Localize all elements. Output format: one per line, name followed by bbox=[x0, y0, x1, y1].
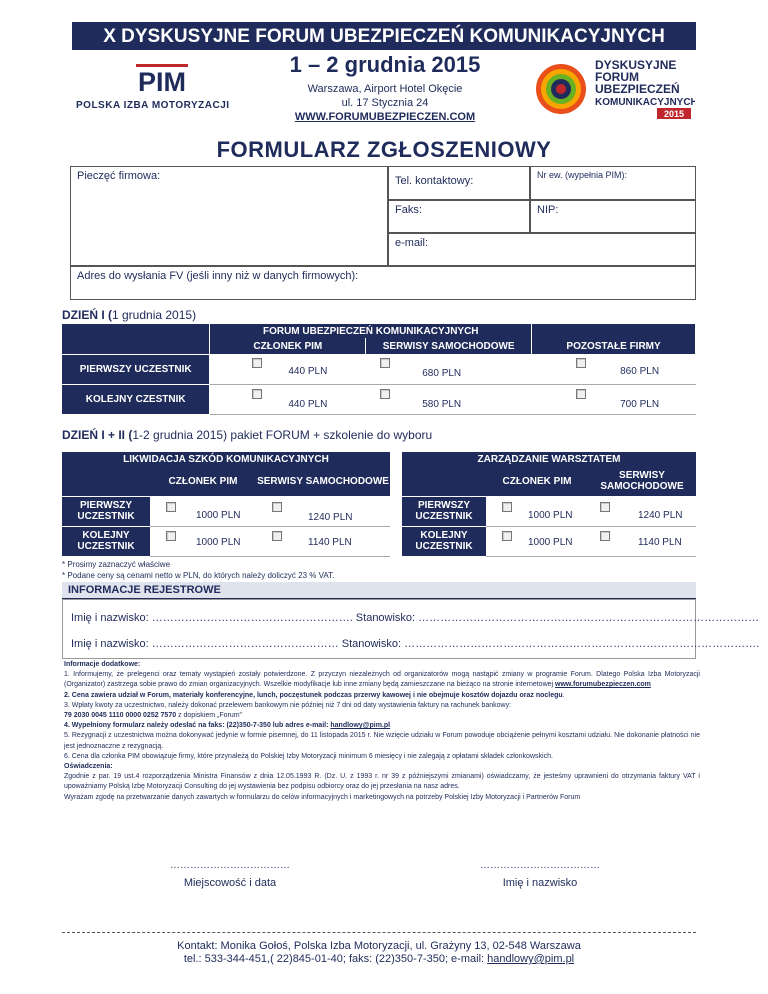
venue-link[interactable]: WWW.FORUMUBEZPIECZEN.COM bbox=[294, 111, 476, 123]
sig-place-date[interactable] bbox=[160, 860, 300, 889]
day2-left-row2-label: KOLEJNY UCZESTNIK bbox=[62, 526, 150, 556]
day1-row2-col1-checkbox[interactable] bbox=[252, 389, 262, 399]
forum-logo bbox=[535, 56, 695, 122]
info-p4-email[interactable]: handlowy@pim.pl bbox=[330, 722, 391, 730]
nr-ew-label: Nr ew. (wypełnia PIM): bbox=[537, 170, 628, 180]
day2-title-rest: 1-2 grudnia 2015) pakiet FORUM + szkolenie do wyboru bbox=[132, 428, 433, 442]
phone-label: Tel. kontaktowy: bbox=[395, 175, 474, 187]
day2-right-row2-col1-price: 1000 PLN bbox=[528, 536, 573, 548]
day1-row1-col3-price: 860 PLN bbox=[620, 366, 660, 377]
day2-left-table bbox=[62, 452, 390, 557]
day2-left-col1: CZŁONEK PIM bbox=[150, 466, 256, 496]
stamp-label: Pieczęć firmowa: bbox=[77, 170, 161, 182]
form-title: FORMULARZ ZGŁOSZENIOWY bbox=[216, 137, 552, 162]
registration-header bbox=[62, 582, 696, 599]
info-p6: 6. Cena dla członka PIM obowiązuje firmy, które przynależą do Polskiej Izby Motoryzacji minimum 6 miesięcy i nie zalegają z opłatami składek członkowskich. bbox=[64, 752, 553, 760]
day1-row2-label: KOLEJNY CZESTNIK bbox=[62, 384, 210, 414]
fax-label: Faks: bbox=[395, 204, 422, 216]
day2-right-row1-col1-checkbox[interactable] bbox=[502, 502, 512, 512]
registration-line2[interactable]: Imię i nazwisko: …………………………………………… Stanowisko: ……………………………………………………………………………………. bbox=[71, 638, 760, 650]
day1-group-header: FORUM UBEZPIECZEŃ KOMUNIKACYJNYCH bbox=[210, 324, 532, 338]
day2-right-col1: CZŁONEK PIM bbox=[486, 466, 588, 496]
phone-field[interactable] bbox=[388, 166, 530, 200]
day2-right-row2-col2-price: 1140 PLN bbox=[638, 536, 682, 548]
info-p5: 5. Rezygnacji z uczestnictwa można dokonywać jedynie w formie pisemnej, do 11 listopada 2015 r. Nie wzięcie udziału w Forum powoduje obciążenie pełnymi kosztami udziału. Nie dokonanie płatności nie jest jednoznaczne z rezygnacją. bbox=[64, 732, 700, 750]
info-declaration2: Wyrażam zgodę na przetwarzanie danych zawartych w formularzu do celów informacyjnych i marketingowych na potrzeby Polskiej Izby Motoryzacji i Partnerów Forum bbox=[64, 793, 581, 801]
day2-left-row1-col1-price: 1000 PLN bbox=[196, 510, 241, 521]
info-p1-link[interactable]: www.forumubezpieczen.com bbox=[555, 681, 651, 689]
venue-line1: Warszawa, Airport Hotel Okęcie bbox=[307, 83, 463, 95]
address-label: Adres do wysłania FV (jeśli inny niż w danych firmowych): bbox=[77, 270, 359, 282]
day2-left-row2-col2-price: 1140 PLN bbox=[308, 536, 352, 548]
sig-place-date-label: Miejscowość i data bbox=[183, 877, 277, 889]
day2-left-row2-col2-checkbox[interactable] bbox=[272, 531, 282, 541]
info-declaration-heading: Oświadczenia: bbox=[64, 763, 113, 771]
day2-left-row1-label: PIERWSZY UCZESTNIK bbox=[62, 496, 150, 526]
email-field[interactable] bbox=[388, 233, 696, 266]
registration-box bbox=[62, 599, 760, 659]
sig-name[interactable] bbox=[470, 860, 610, 889]
footer-line2: tel.: 533-344-451,( 22)845-01-40; faks: (22)350-7-350; e-mail: bbox=[183, 953, 485, 965]
footer-line1: Kontakt: Monika Gołoś, Polska Izba Motoryzacji, ul. Grażyny 13, 02-548 Warszawa bbox=[177, 940, 581, 952]
day2-title-bold: DZIEŃ I + II ( bbox=[62, 428, 133, 442]
registration-line1[interactable]: Imię i nazwisko: ………………………………………………. Stanowisko: ………………………………………………………………………………… bbox=[71, 612, 760, 624]
event-date: 1 – 2 grudnia 2015 bbox=[289, 52, 481, 77]
fax-field[interactable] bbox=[388, 200, 530, 233]
info-section: Informacje dodatkowe: 1. Informujemy, że prelegenci oraz tematy wystąpień zostały potwierdzone. Z przyczyn niezależnych od organizatorów mogą nastąpić zmiany w programie Forum. Dlatego Polska Izba Motoryzacji (Organizator) zastrzega sobie prawo do zmian organizacyjnych. Wszelkie modyfikacje lub inne zmiany będą zamieszczane na bieżąco na stronie internetowej www.forumubezpieczen.com 2. Cena zawiera udział w Forum, materiały konferencyjne, lunch, poczęstunek podczas przerwy kawowej i nie obejmuje kosztów dojazdu oraz noclegu. 3. Wpłaty kwoty za uczestnictwo, należy dokonać przelewem bankowym nie później niż 7 dni od daty wystawienia faktury na rachunek bankowy: 79 2030 0045 1110 0000 0252 7570 z dopiskiem „Forum” 4. Wypełniony formularz należy odesłać na faks: (22)350-7-350 lub adres e-mail: handlowy@pim.pl 5. Rezygnacji z uczestnictwa można dokonywać jedynie w formie pisemnej, do 11 listopada 2015 r. Nie wzięcie udziału w Forum powoduje obciążenie pełnymi kosztami udziału. Nie dokonanie płatności nie jest jednoznaczne z rezygnacją. 6. Cena dla członka PIM obowiązuje firmy, które przynależą do Polskiej Izby Motoryzacji minimum 6 miesięcy i nie zalegają z opłatami składek członkowskich. Oświadczenia: Zgodnie z par. 19 ust.4 rozporządzenia Ministra Finansów z dnia 12.05.1993 R. (Dz. U. z 1993 r. nr 39 z późniejszymi zmianami) oświadczamy, że jesteśmy uprawnieni do otrzymania faktury VAT i upoważniamy Polską Izbę Motoryzacji Consulting do jej wystawienia bez podpisu odbiorcy oraz do jej przesłania na nasz adres. Wyrażam zgodę na przetwarzanie danych zawartych w formularzu do celów informacyjnych i marketingowych na potrzeby Polskiej Izby Motoryzacji i Partnerów Forum bbox=[64, 660, 700, 803]
day2-left-row2-col1-checkbox[interactable] bbox=[166, 531, 176, 541]
info-p1: 1. Informujemy, że prelegenci oraz tematy wystąpień zostały potwierdzone. Z przyczyn niezależnych od organizatorów mogą nastąpić zmiany w programie Forum. Dlatego Polska Izba Motoryzacji (Organizator) zastrzega sobie prawo do zmian organizacyjnych. Wszelkie modyfikacje lub inne zmiany będą zamieszczane na bieżąco na stronie internetowej bbox=[64, 671, 700, 689]
footer-email[interactable]: handlowy@pim.pl bbox=[487, 953, 575, 965]
event-banner: X DYSKUSYJNE FORUM UBEZPIECZEŃ KOMUNIKACYJNYCH bbox=[72, 22, 696, 50]
email-label: e-mail: bbox=[395, 237, 429, 249]
nip-label: NIP: bbox=[537, 204, 559, 216]
day1-row1-col2-checkbox[interactable] bbox=[380, 358, 390, 368]
day2-right-header: ZARZĄDZANIE WARSZTATEM bbox=[402, 452, 696, 466]
day1-row1-label: PIERWSZY UCZESTNIK bbox=[62, 354, 210, 384]
day2-left-header: LIKWIDACJA SZKÓD KOMUNIKACYJNYCH bbox=[62, 452, 390, 466]
sig-place-date-dots: ……………………………… bbox=[170, 860, 290, 871]
forum-logo-line1: DYSKUSYJNE bbox=[595, 58, 677, 72]
day1-title-rest: 1 grudnia 2015) bbox=[112, 308, 197, 322]
forum-logo-line2: FORUM bbox=[595, 70, 639, 84]
day2-right-row1-label: PIERWSZY UCZESTNIK bbox=[402, 496, 486, 526]
day1-row2-col2-price: 580 PLN bbox=[422, 398, 462, 410]
day1-col3: POZOSTAŁE FIRMY bbox=[532, 338, 696, 354]
day2-right-row2-col2-checkbox[interactable] bbox=[600, 531, 610, 541]
info-p3-tail: z dopiskiem „Forum” bbox=[178, 712, 242, 720]
day2-left-row2-col1-price: 1000 PLN bbox=[196, 536, 241, 548]
day1-row2-col3-checkbox[interactable] bbox=[576, 389, 586, 399]
venue-line2: ul. 17 Stycznia 24 bbox=[341, 97, 429, 109]
nr-ew-field[interactable] bbox=[530, 166, 696, 200]
day1-row1-col2-price: 680 PLN bbox=[422, 368, 462, 379]
stamp-field[interactable] bbox=[70, 166, 388, 266]
info-declaration1: Zgodnie z par. 19 ust.4 rozporządzenia Ministra Finansów z dnia 12.05.1993 R. (Dz. U. z 1993 r. nr 39 z późniejszymi zmianami) oświadczamy, że jesteśmy uprawnieni do otrzymania faktury VAT i upoważniamy Polską Izbę Motoryzacji Consulting do jej wystawienia bez podpisu odbiorcy oraz do jej przesłania na nasz adres. bbox=[64, 773, 700, 791]
day1-row2-col1-price: 440 PLN bbox=[288, 398, 328, 410]
forum-logo-line3: UBEZPIECZEŃ bbox=[595, 82, 680, 96]
day1-row1-col1-price: 440 PLN bbox=[288, 366, 328, 377]
day2-right-table bbox=[402, 452, 696, 557]
info-p3: 3. Wpłaty kwoty za uczestnictwo, należy dokonać przelewem bankowym nie później niż 7 dni od daty wystawienia faktury na rachunek bankowy: bbox=[64, 701, 512, 709]
day2-left-row1-col2-price: 1240 PLN bbox=[308, 512, 353, 523]
pim-logo bbox=[136, 64, 188, 103]
footer bbox=[62, 940, 696, 966]
day1-title bbox=[62, 308, 196, 322]
day2-right-row1-col2-checkbox[interactable] bbox=[600, 502, 610, 512]
day1-row1-col3-checkbox[interactable] bbox=[576, 358, 586, 368]
note-vat: * Podane ceny są cenami netto w PLN, do których należy doliczyć 23 % VAT. bbox=[62, 571, 335, 580]
info-p4: 4. Wypełniony formularz należy odesłać na faks: (22)350-7-350 lub adres e-mail: bbox=[64, 722, 329, 730]
day1-table bbox=[62, 324, 696, 415]
info-p3-account: 79 2030 0045 1110 0000 0252 7570 bbox=[64, 712, 177, 720]
day2-right-row2-col1-checkbox[interactable] bbox=[502, 531, 512, 541]
day1-row1-col1-checkbox[interactable] bbox=[252, 358, 262, 368]
footer-divider bbox=[62, 932, 696, 933]
day1-row2-col2-checkbox[interactable] bbox=[380, 389, 390, 399]
day1-row2-col3-price: 700 PLN bbox=[620, 398, 660, 410]
pim-logo-text: PIM bbox=[137, 67, 187, 97]
address-field[interactable] bbox=[70, 266, 696, 300]
day1-col1: CZŁONEK PIM bbox=[210, 338, 366, 354]
forum-logo-line4: KOMUNIKACYJNYCH bbox=[595, 97, 695, 108]
day1-title-bold: DZIEŃ I ( bbox=[62, 308, 112, 322]
day2-title bbox=[62, 428, 432, 442]
day2-right-row1-col1-price: 1000 PLN bbox=[528, 510, 573, 521]
note-select: * Prosimy zaznaczyć właściwe bbox=[62, 560, 171, 569]
day2-left-row1-col1-checkbox[interactable] bbox=[166, 502, 176, 512]
pim-name: POLSKA IZBA MOTORYZACJI bbox=[76, 100, 230, 111]
day2-left-row1-col2-checkbox[interactable] bbox=[272, 502, 282, 512]
sig-name-label: Imię i nazwisko bbox=[502, 877, 578, 889]
info-heading: Informacje dodatkowe: bbox=[64, 661, 141, 668]
day2-right-row2-label: KOLEJNY UCZESTNIK bbox=[402, 526, 486, 556]
day2-left-col2: SERWISY SAMOCHODOWE bbox=[256, 466, 390, 496]
forum-logo-year: 2015 bbox=[663, 109, 685, 119]
day2-right-col2: SERWISY SAMOCHODOWE bbox=[588, 466, 696, 496]
day2-right-row1-col2-price: 1240 PLN bbox=[638, 510, 683, 521]
registration-title: INFORMACJE REJESTROWE bbox=[68, 584, 221, 596]
day1-col2: SERWISY SAMOCHODOWE bbox=[366, 338, 532, 354]
info-p2: 2. Cena zawiera udział w Forum, materiały konferencyjne, lunch, poczęstunek podczas przerwy kawowej i nie obejmuje kosztów dojazdu oraz noclegu bbox=[64, 691, 563, 699]
venue bbox=[265, 82, 505, 124]
sig-name-dots: ……………………………… bbox=[480, 860, 600, 871]
nip-field[interactable] bbox=[530, 200, 696, 233]
